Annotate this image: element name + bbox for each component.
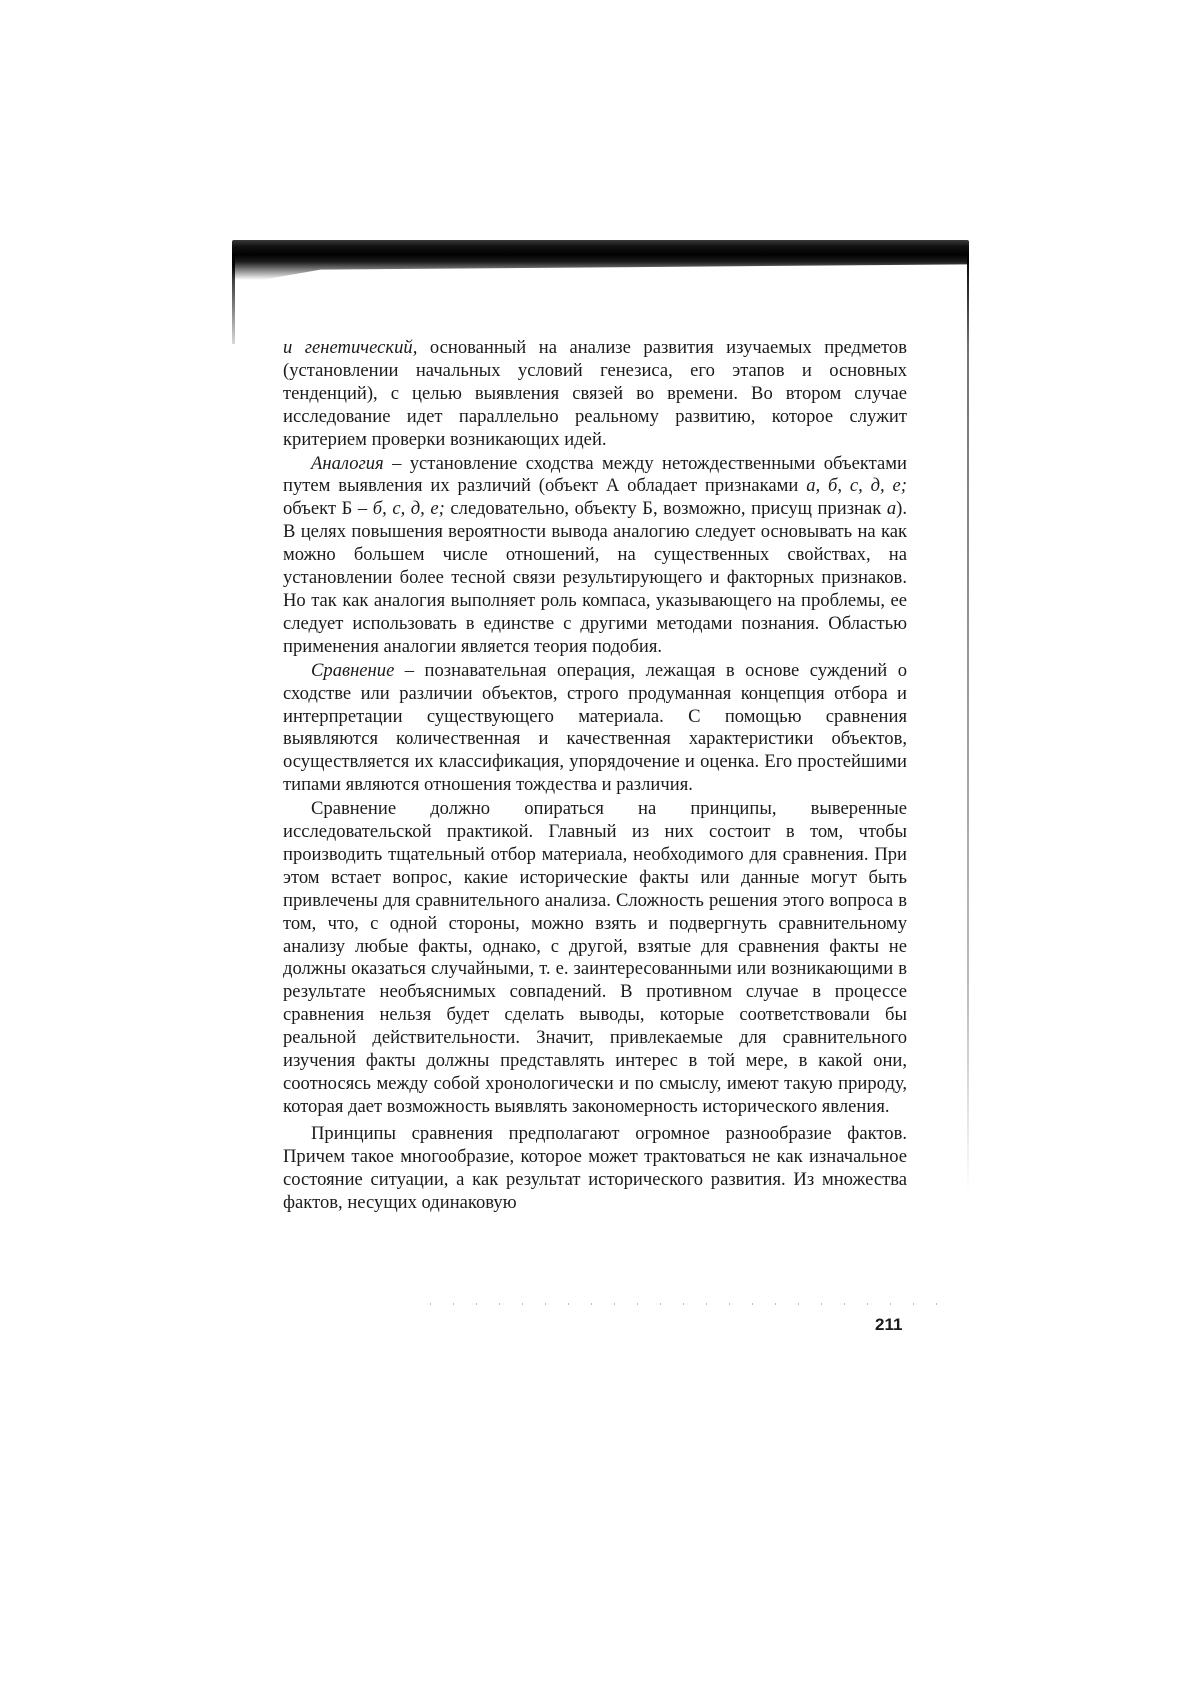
paragraph-text: следовательно, объекту Б, возможно, присущ признак (444, 498, 887, 520)
term-genetic: и генетический, (283, 337, 418, 358)
page-number: 211 (875, 1315, 903, 1334)
term-comparison: Сравнение (311, 659, 395, 681)
paragraph-analogy (283, 453, 907, 659)
scan-noise (430, 1303, 950, 1305)
paragraph-text: объект Б – (283, 498, 373, 520)
paragraph-text: основанный на анализе развития изучаемых предметов (установлении начальных условий генезиса, его этапов и основных тенденций), с целью выявления связей во времени. Во втором случае исследование идет параллельно реальному развитию, которое служит критерием проверки возникающих идей. (283, 337, 907, 450)
paragraph-comparison (283, 660, 907, 797)
paragraph-genetic (283, 337, 907, 452)
term-analogy: Аналогия (311, 452, 384, 474)
italic-features-b: б, с, д, е; (372, 498, 445, 520)
italic-features-a: а, б, с, д, е; (806, 475, 907, 497)
paragraph-principles-diversity (283, 1123, 907, 1215)
page-top-edge-shadow (232, 240, 969, 256)
paragraph-text: Принципы сравнения предполагают огромное разнообразие фактов. Причем такое многообразие, которое может трактоваться не как изначальное состояние ситуации, а как результат исторического развития. Из множества фактов, несущих одинаковую (283, 1122, 907, 1213)
paragraph-text: – познавательная операция, лежащая в основе суждений о сходстве или различии объектов, строго продуманная концепция отбора и интерпретации существующего материала. С помощью сравнения выявляются количественная и качественная характеристики объектов, осуществляется их классификация, упорядочение и оценка. Его простейшими типами являются отношения тождества и различия. (283, 659, 907, 796)
paragraph-text: Сравнение должно опираться на принципы, выверенные исследовательской практикой. Главный из них состоит в том, чтобы производить тщательный отбор материала, необходимого для сравнения. При этом встает вопрос, какие исторические факты или данные могут быть привлечены для сравнительного анализа. Сложность решения этого вопроса в том, что, с одной стороны, можно взять и подвергнуть сравнительному анализу любые факты, однако, с другой, взятые для сравнения факты не должны оказаться случайными, т. е. заинтересованными или возникающими в результате необъяснимых совпадений. В противном случае в процессе сравнения нельзя будет сделать выводы, которые соответствовали бы реальной действительности. Значит, привлекаемые для сравнительного изучения факты должны представлять интерес в той мере, в какой они, соотносясь между собой хронологически и по смыслу, имеют такую природу, которая дает возможность выявлять закономерность исторического явления. (283, 798, 907, 1117)
body-text (283, 337, 907, 1214)
paragraph-comparison-principles (283, 798, 907, 1119)
paragraph-text: – установление сходства между нетождественными объектами путем выявления их различий (объект А обладает признаками (283, 452, 907, 497)
paragraph-text: ). В целях повышения вероятности вывода аналогию следует основывать на как можно большем числе отношений, на существенных свойствах, на установлении более тесной связи результирующего и факторных признаков. Но так как аналогия выполняет роль компаса, указывающего на проблемы, ее следует использовать в единстве с другими методами познания. Областью применения аналогии является теория подобия. (283, 498, 907, 657)
italic-feature-c: а (886, 498, 897, 520)
page-right-edge (967, 254, 969, 1194)
page-top-edge-gradient (232, 254, 969, 280)
page-left-edge (232, 254, 235, 344)
